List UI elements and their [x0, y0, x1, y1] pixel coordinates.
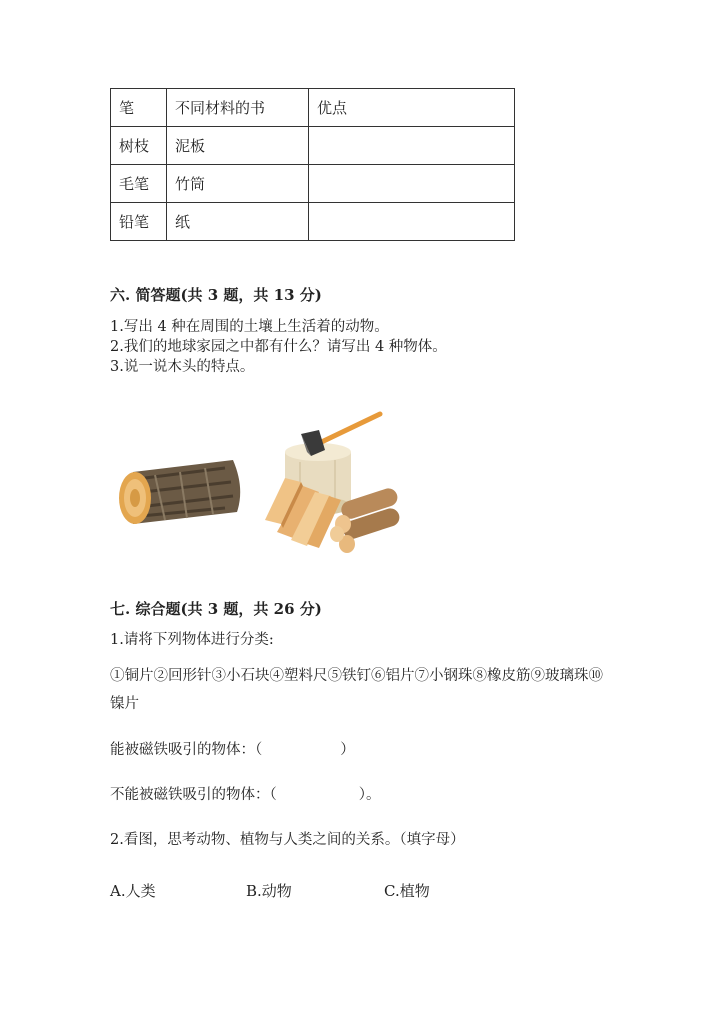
wood-illustration [105, 400, 405, 560]
magnetic-close: ） [340, 742, 355, 758]
non-magnetic-close: ）。 [358, 787, 381, 803]
table-cell [309, 203, 515, 241]
log-image [119, 460, 240, 524]
table-cell: 笔 [111, 89, 167, 127]
table-cell: 树枝 [111, 127, 167, 165]
table-header-row [111, 89, 515, 127]
short-answer-question-3: 3.说一说木头的特点。 [110, 359, 255, 375]
comprehensive-question-1: 1.请将下列物体进行分类: [110, 632, 274, 648]
option-a: A.人类 [110, 882, 156, 900]
table-cell: 纸 [167, 203, 309, 241]
non-magnetic-objects-line [110, 785, 381, 805]
magnetic-objects-line [110, 740, 355, 760]
table-row [111, 203, 515, 241]
material-table [110, 88, 515, 241]
table-row [111, 165, 515, 203]
table-cell: 竹筒 [167, 165, 309, 203]
section-six-title: 六. 简答题(共 3 题，共 13 分) [110, 286, 322, 304]
short-answer-question-1: 1.写出 4 种在周围的土壤上生活着的动物。 [110, 319, 389, 335]
short-answer-question-2: 2.我们的地球家园之中都有什么？请写出 4 种物体。 [110, 339, 447, 355]
table-cell: 不同材料的书 [167, 89, 309, 127]
table-row [111, 127, 515, 165]
table-cell: 毛笔 [111, 165, 167, 203]
items-list-line-1: ①铜片②回形针③小石块④塑料尺⑤铁钉⑥铝片⑦小钢珠⑧橡皮筋⑨玻璃珠⑩ [110, 668, 603, 684]
table-cell [309, 127, 515, 165]
option-c: C.植物 [384, 882, 430, 900]
table-cell: 泥板 [167, 127, 309, 165]
items-list-line-2: 镍片 [110, 696, 139, 712]
table-cell [309, 165, 515, 203]
table-cell: 优点 [309, 89, 515, 127]
section-seven-title: 七. 综合题(共 3 题，共 26 分) [110, 600, 322, 618]
table-cell: 铅笔 [111, 203, 167, 241]
option-b: B.动物 [246, 882, 292, 900]
magnetic-label: 能被磁铁吸引的物体：（ [110, 742, 263, 758]
comprehensive-question-2: 2.看图，思考动物、植物与人类之间的关系。（填字母） [110, 832, 465, 848]
non-magnetic-label: 不能被磁铁吸引的物体：（ [110, 787, 277, 803]
